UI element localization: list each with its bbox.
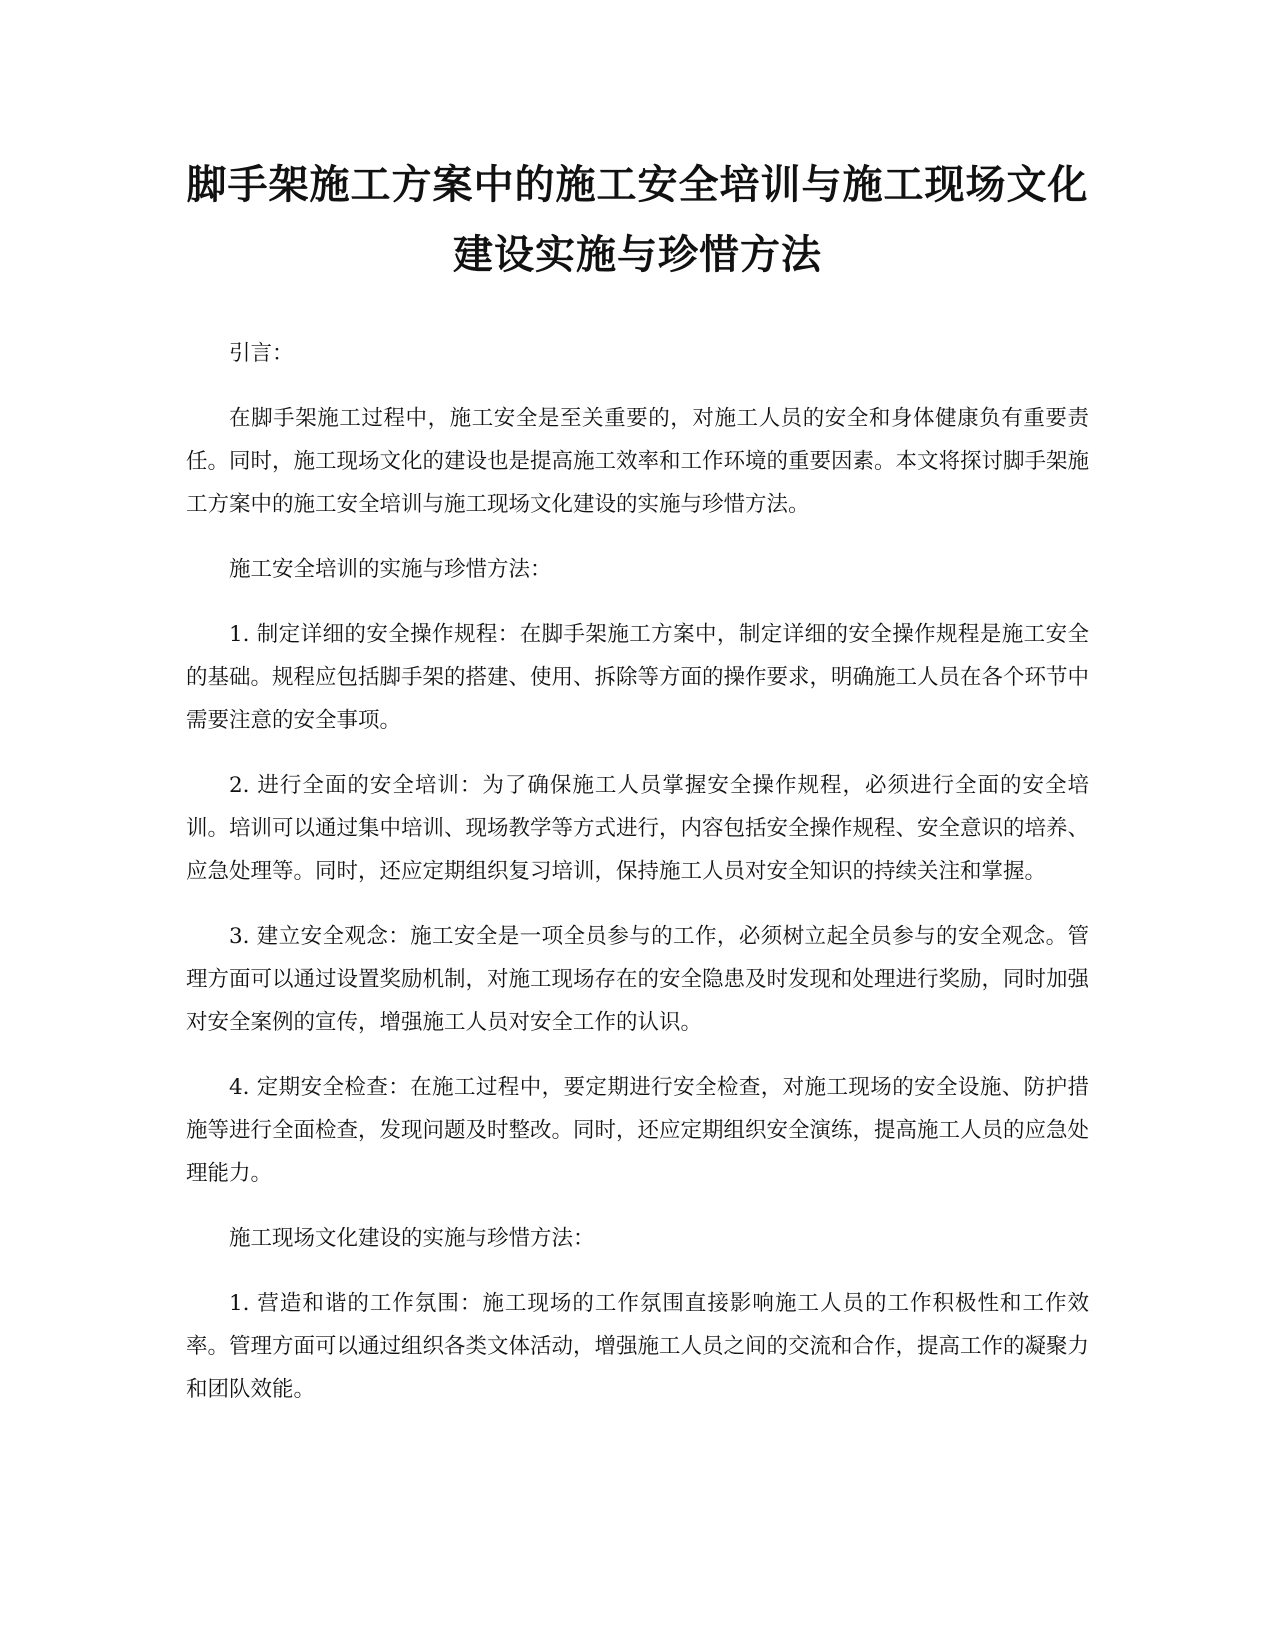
document-page: [186, 140, 1089, 1433]
intro-label: 引言：: [229, 341, 294, 366]
document-title: 脚手架施工方案中的施工安全培训与施工现场文化建设实施与珍惜方法: [186, 162, 1089, 278]
safety-item-3: 3. 建立安全观念：施工安全是一项全员参与的工作，必须树立起全员参与的安全观念。管理方面可以通过设置奖励机制，对施工现场存在的安全隐患及时发现和处理进行奖励，同时加强对安全案例的宣传，增强施工人员对安全工作的认识。: [186, 924, 1090, 1035]
culture-item-1: 1. 营造和谐的工作氛围：施工现场的工作氛围直接影响施工人员的工作积极性和工作效率。管理方面可以通过组织各类文体活动，增强施工人员之间的交流和合作，提高工作的凝聚力和团队效能。: [186, 1291, 1090, 1402]
section-heading-site-culture: 施工现场文化建设的实施与珍惜方法：: [229, 1226, 595, 1251]
safety-item-1: 1. 制定详细的安全操作规程：在脚手架施工方案中，制定详细的安全操作规程是施工安全的基础。规程应包括脚手架的搭建、使用、拆除等方面的操作要求，明确施工人员在各个环节中需要注意的安全事项。: [186, 622, 1090, 733]
safety-item-4: 4. 定期安全检查：在施工过程中，要定期进行安全检查，对施工现场的安全设施、防护措施等进行全面检查，发现问题及时整改。同时，还应定期组织安全演练，提高施工人员的应急处理能力。: [186, 1075, 1090, 1186]
section-heading-safety-training: 施工安全培训的实施与珍惜方法：: [229, 557, 552, 582]
intro-paragraph: 在脚手架施工过程中，施工安全是至关重要的，对施工人员的安全和身体健康负有重要责任。同时，施工现场文化的建设也是提高施工效率和工作环境的重要因素。本文将探讨脚手架施工方案中的施工安全培训与施工现场文化建设的实施与珍惜方法。: [186, 406, 1090, 517]
safety-item-2: 2. 进行全面的安全培训：为了确保施工人员掌握安全操作规程，必须进行全面的安全培训。培训可以通过集中培训、现场教学等方式进行，内容包括安全操作规程、安全意识的培养、应急处理等。同时，还应定期组织复习培训，保持施工人员对安全知识的持续关注和掌握。: [186, 773, 1090, 884]
